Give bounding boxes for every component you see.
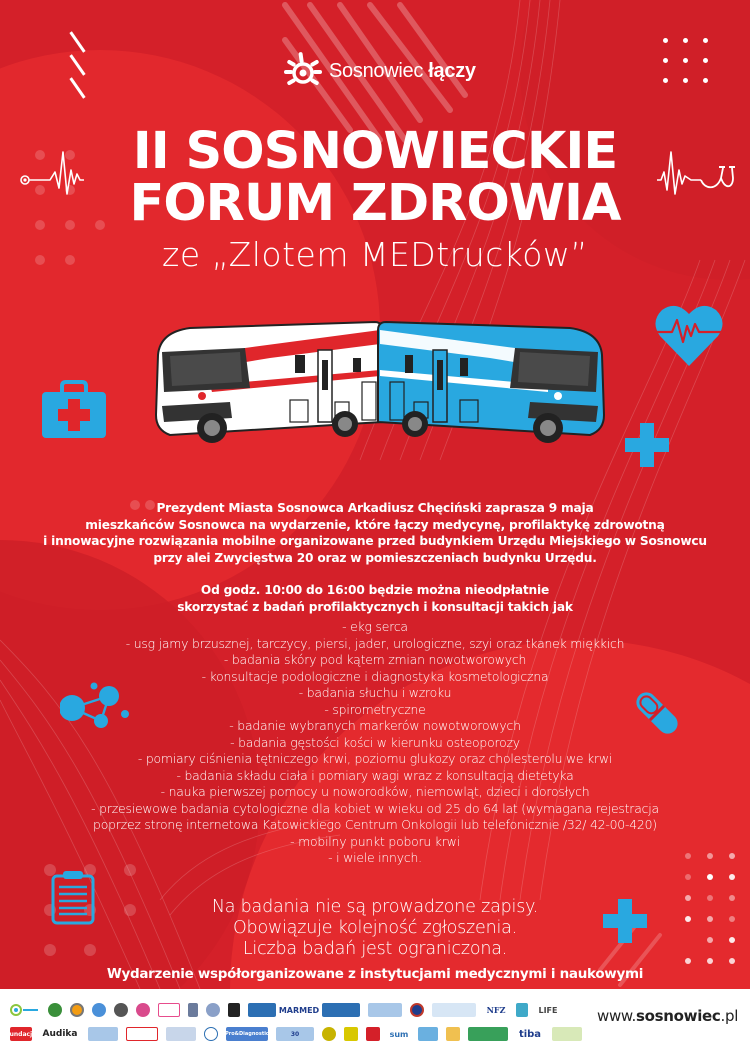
partner-logo [228, 1003, 240, 1017]
decorative-slashes [68, 30, 98, 105]
partner-logo: Audika [42, 1029, 78, 1039]
subtitle: ze „Zlotem MEDtrucków” [162, 235, 588, 274]
intro-line: przy alei Zwycięstwa 20 oraz w pomieszczeniach budynku Urzędu. [153, 550, 597, 565]
partner-logo: Pro&Diagnostic [226, 1027, 268, 1041]
title-line-2: FORUM ZDROWIA [129, 174, 621, 233]
partner-logo [92, 1003, 106, 1017]
service-item: - mobilny punkt poboru krwi [290, 833, 460, 849]
service-item: - przesiewowe badania cytologiczne dla kobiet w wieku od 25 do 64 lat (wymagana rejestracja [91, 800, 659, 816]
partner-logo: 30 [276, 1027, 314, 1041]
partner-logo [322, 1027, 336, 1041]
website-domain: sosnowiec [636, 1007, 721, 1025]
co-organized-text: Wydarzenie współorganizowane z instytucjami medycznymi i naukowymi [106, 966, 644, 982]
website-link[interactable] [597, 1007, 738, 1025]
website-suffix: .pl [720, 1007, 739, 1025]
plus-icon [625, 423, 669, 467]
sun-cog-icon [283, 51, 323, 91]
partner-logo: LIFE [538, 1005, 558, 1015]
sosnowiec-logo [283, 50, 476, 92]
partner-logo [88, 1027, 118, 1041]
partner-logo: MARMED [278, 1005, 320, 1015]
partner-logo [368, 1003, 402, 1017]
partner-logo [206, 1003, 220, 1017]
partner-logo [136, 1003, 150, 1017]
partner-logo: NFZ [486, 1005, 506, 1015]
notice-line: Na badania nie są prowadzone zapisy. [211, 897, 539, 917]
partner-logo [10, 1003, 40, 1017]
white-red-medtruck [156, 322, 382, 443]
service-item: poprzez stronę internetowa Katowickiego Centrum Onkologii lub telefonicznie /32/ 42-00-420) [93, 817, 657, 832]
website-prefix: www. [597, 1007, 636, 1025]
registration-notice [0, 897, 750, 960]
service-item: - badania gęstości kości w kierunku osteoporozy [230, 734, 520, 750]
logo-tagline: łączy [428, 59, 476, 82]
partner-logo [248, 1003, 276, 1017]
decorative-dots [663, 38, 708, 83]
service-item: - i wiele innych. [328, 850, 422, 865]
partner-logo [126, 1027, 158, 1041]
service-item: - nauka pierwszej pomocy u noworodków, niemowląt, dzieci i dorosłych [160, 784, 590, 799]
partners-row-2 [5, 1027, 582, 1041]
partner-logo [516, 1003, 528, 1017]
service-item: - badanie wybranych markerów nowotworowych [229, 718, 521, 733]
title-line-1: II SOSNOWIECKIE [132, 122, 618, 181]
partner-logo [552, 1027, 582, 1041]
notice-line: Liczba badań jest ograniczona. [242, 939, 508, 959]
intro-line: mieszkańców Sosnowca na wydarzenie, które łączy medycynę, profilaktykę zdrowotną [85, 517, 665, 532]
partner-logo [418, 1027, 438, 1041]
hours-line: Od godz. 10:00 do 16:00 będzie można nieodpłatnie [200, 583, 550, 598]
partner-logo [366, 1027, 380, 1041]
intro-line: i innowacyjne rozwiązania mobilne organizowane przed budynkiem Urzędu Miejskiego w Sosnowcu [43, 534, 707, 549]
partner-logo [70, 1003, 84, 1017]
service-item: - ekg serca [342, 619, 408, 634]
partner-logo [48, 1003, 62, 1017]
intro-line: Prezydent Miasta Sosnowca Arkadiusz Chęciński zaprasza 9 maja [156, 501, 594, 515]
notice-line: Obowiązuje kolejność zgłoszenia. [232, 918, 518, 938]
service-item: - badania składu ciała i pomiary wagi wraz z konsultacją dietetyka [176, 767, 574, 783]
partners-row-1 [10, 1003, 560, 1017]
logo-brand: Sosnowiec [329, 59, 424, 82]
service-item: - badania skóry pod kątem zmian nowotworowych [223, 652, 527, 667]
partner-logo [322, 1003, 360, 1017]
service-item: - spirometryczne [324, 701, 426, 717]
medtrucks-illustration [150, 310, 610, 450]
logo-wordmark [329, 60, 476, 83]
heart-pulse-icon [654, 302, 724, 368]
service-item: - usg jamy brzusznej, tarczycy, piersi, jader, urologiczne, szyi oraz tkanek miękkich [125, 635, 625, 651]
partner-logo: Fundacja [10, 1027, 32, 1041]
first-aid-kit-icon [40, 380, 108, 440]
partner-logo [410, 1003, 424, 1017]
partner-logo: tiba [518, 1028, 542, 1040]
partner-logo [344, 1027, 358, 1041]
service-item: - badania słuchu i wzroku [298, 685, 452, 700]
service-item: - pomiary ciśnienia tętniczego krwi, poziomu glukozy oraz cholesterolu we krwi [137, 751, 613, 766]
intro-text [40, 500, 710, 616]
partner-logo [446, 1027, 460, 1041]
blue-medtruck [378, 322, 604, 443]
partner-logo [432, 1003, 476, 1017]
service-item: - konsultacje podologiczne i diagnostyka kosmetologiczna [201, 668, 549, 684]
partner-logo [204, 1027, 218, 1041]
partner-logo [158, 1003, 180, 1017]
partner-logo [114, 1003, 128, 1017]
partner-logo [468, 1027, 508, 1041]
services-list [20, 619, 730, 867]
hours-line: skorzystać z badań profilaktycznych i konsultacji takich jak [177, 599, 573, 614]
partner-logo [188, 1003, 198, 1017]
partner-logo [166, 1027, 196, 1041]
partner-logo: sum [389, 1029, 409, 1039]
